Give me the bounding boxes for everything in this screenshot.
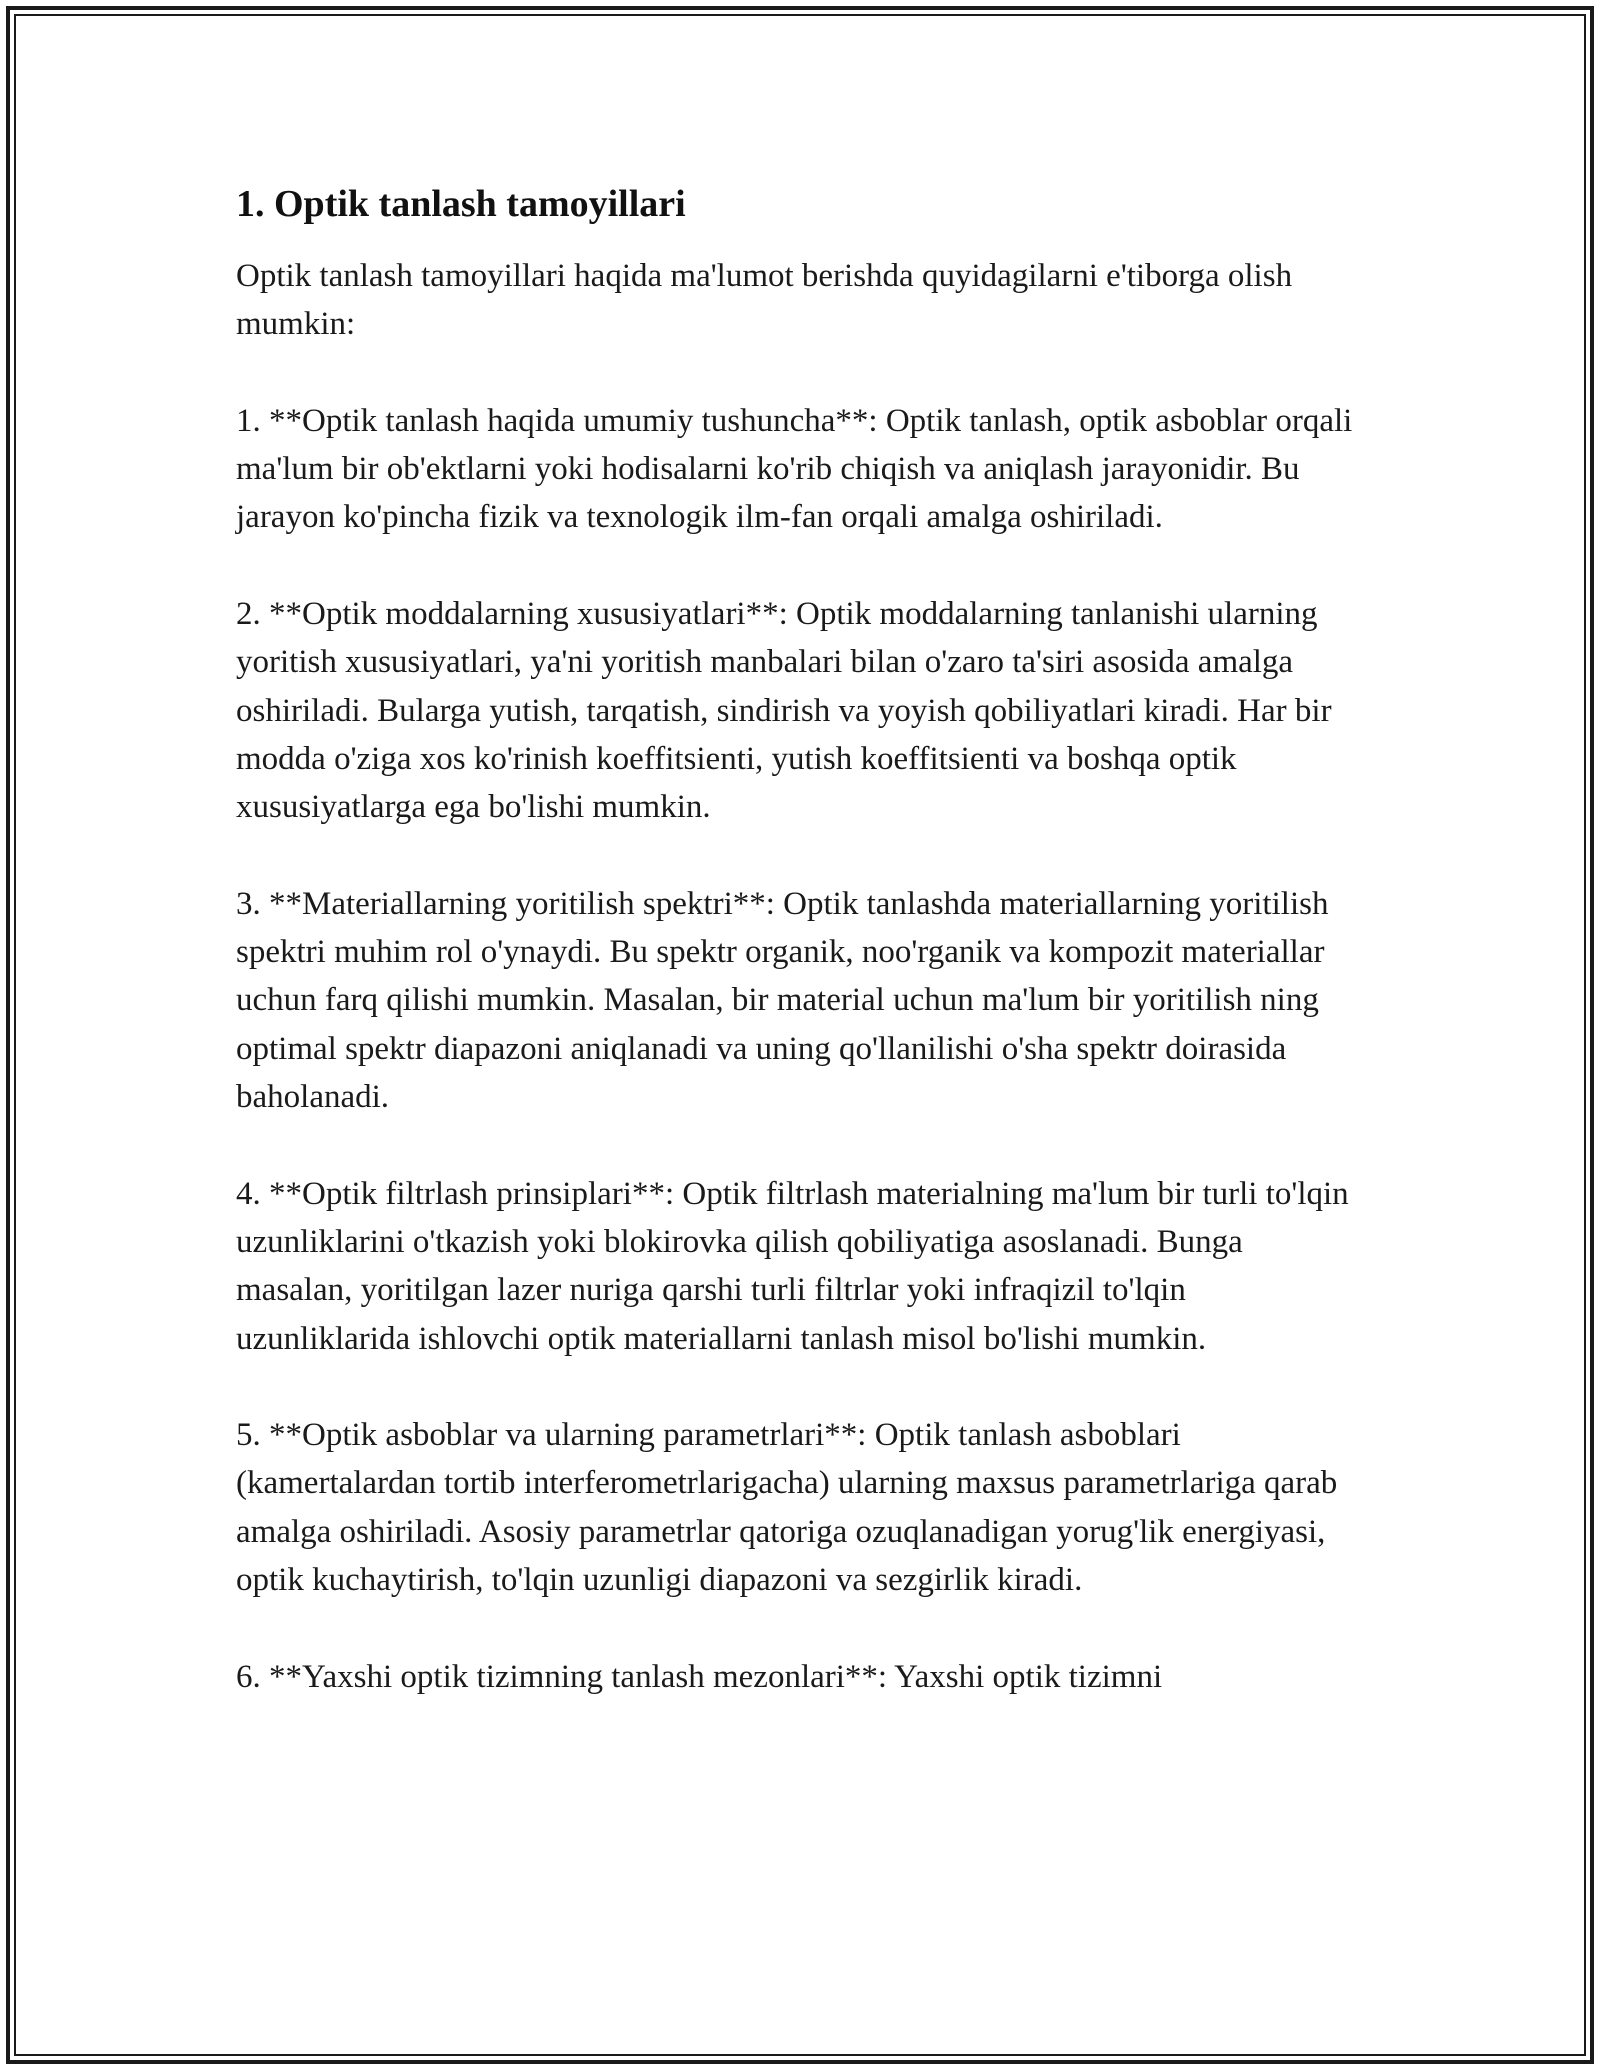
list-item-3: 3. **Materiallarning yoritilish spektri**: Optik tanlashda materiallarning yoritilish spektri muhim rol o'ynaydi. Bu spektr organik, noo'rganik va kompozit materiallar uchun farq qilishi mumkin. Masalan, bir material uchun ma'lum bir yoritilish ning optimal spektr diapazoni aniqlanadi va uning qo'llanilishi o'sha spektr doirasida baholanadi. [236,885,1329,1116]
document-body [236,178,1366,1701]
list-item-6: 6. **Yaxshi optik tizimning tanlash mezonlari**: Yaxshi optik tizimni [236,1658,1163,1695]
list-item-4: 4. **Optik filtrlash prinsiplari**: Optik filtrlash materialning ma'lum bir turli to'lqin uzunliklarini o'tkazish yoki blokirovka qilish qobiliyatiga asoslanadi. Bunga masalan, yoritilgan lazer nuriga qarshi turli filtrlar yoki infraqizil to'lqin uzunliklarida ishlovchi optik materiallarni tanlash misol bo'lishi mumkin. [236,1175,1349,1357]
list-item-5: 5. **Optik asboblar va ularning parametrlari**: Optik tanlash asboblari (kamertalardan tortib interferometrlarigacha) ularning maxsus parametrlariga qarab amalga oshiriladi. Asosiy parametrlar qatoriga ozuqlanadigan yorug'lik energiyasi, optik kuchaytirish, to'lqin uzunligi diapazoni va sezgirlik kiradi. [236,1417,1338,1599]
list-item-1: 1. **Optik tanlash haqida umumiy tushuncha**: Optik tanlash, optik asboblar orqali ma'lum bir ob'ektlarni yoki hodisalarni ko'rib chiqish va aniqlash jarayonidir. Bu jarayon ko'pincha fizik va texnologik ilm-fan orqali amalga oshiriladi. [236,402,1353,536]
section-heading: 1. Optik tanlash tamoyillari [236,183,686,225]
intro-paragraph: Optik tanlash tamoyillari haqida ma'lumot berishda quyidagilarni e'tiborga olish mumkin: [236,258,1293,343]
list-item-2: 2. **Optik moddalarning xususiyatlari**: Optik moddalarning tanlanishi ularning yoritish xususiyatlari, ya'ni yoritish manbalari bilan o'zaro ta'siri asosida amalga oshiriladi. Bularga yutish, tarqatish, sindirish va yoyish qobiliyatlari kiradi. Har bir modda o'ziga xos ko'rinish koeffitsienti, yutish koeffitsienti va boshqa optik xususiyatlarga ega bo'lishi mumkin. [236,596,1332,826]
